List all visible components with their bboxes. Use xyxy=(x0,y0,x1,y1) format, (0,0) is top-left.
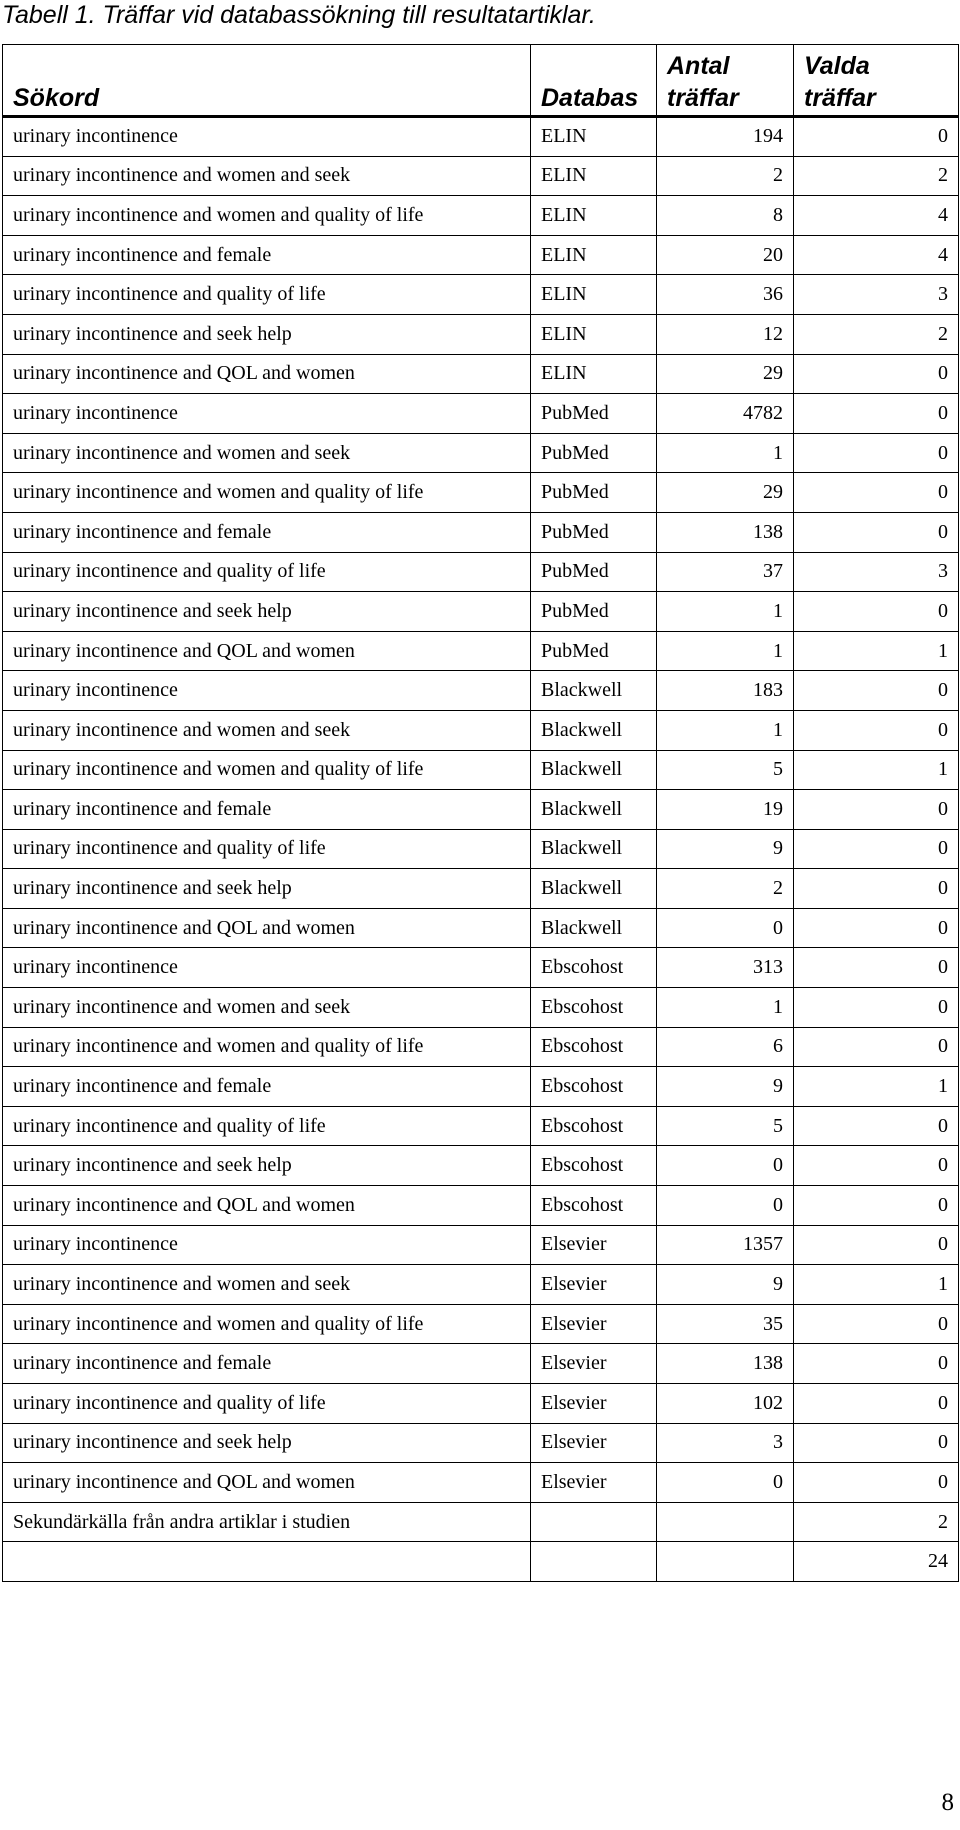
cell-valda-traffar: 0 xyxy=(794,671,959,711)
cell-antal-traffar: 1357 xyxy=(657,1225,794,1265)
cell-sokord: urinary incontinence and female xyxy=(3,1344,531,1384)
cell-antal-traffar: 36 xyxy=(657,275,794,315)
cell-antal-traffar: 20 xyxy=(657,235,794,275)
cell-databas: ELIN xyxy=(531,314,657,354)
cell-databas: ELIN xyxy=(531,235,657,275)
table-row xyxy=(3,314,959,354)
cell-databas: Elsevier xyxy=(531,1384,657,1424)
cell-databas: Elsevier xyxy=(531,1423,657,1463)
cell-sokord: urinary incontinence and women and seek xyxy=(3,1265,531,1305)
cell-antal-traffar: 3 xyxy=(657,1423,794,1463)
cell-valda-traffar: 2 xyxy=(794,1502,959,1542)
cell-valda-traffar: 0 xyxy=(794,1384,959,1424)
cell-valda-traffar: 0 xyxy=(794,948,959,988)
header-databas xyxy=(531,45,657,117)
table-row xyxy=(3,156,959,196)
cell-valda-traffar: 0 xyxy=(794,908,959,948)
cell-databas: PubMed xyxy=(531,631,657,671)
table-row xyxy=(3,908,959,948)
cell-databas: ELIN xyxy=(531,156,657,196)
cell-databas: Elsevier xyxy=(531,1463,657,1503)
cell-valda-traffar: 0 xyxy=(794,1423,959,1463)
table-row xyxy=(3,1384,959,1424)
cell-databas xyxy=(531,1542,657,1582)
cell-antal-traffar xyxy=(657,1542,794,1582)
cell-valda-traffar: 0 xyxy=(794,433,959,473)
table-row xyxy=(3,117,959,157)
cell-antal-traffar: 35 xyxy=(657,1304,794,1344)
cell-databas: Elsevier xyxy=(531,1225,657,1265)
cell-antal-traffar: 2 xyxy=(657,156,794,196)
cell-databas: Ebscohost xyxy=(531,1186,657,1226)
table-row xyxy=(3,1304,959,1344)
cell-databas: Elsevier xyxy=(531,1304,657,1344)
cell-sokord: urinary incontinence and female xyxy=(3,790,531,830)
cell-valda-traffar: 1 xyxy=(794,1265,959,1305)
table-row xyxy=(3,1146,959,1186)
cell-antal-traffar: 1 xyxy=(657,631,794,671)
cell-valda-traffar: 0 xyxy=(794,592,959,632)
cell-valda-traffar: 1 xyxy=(794,750,959,790)
cell-databas: Ebscohost xyxy=(531,948,657,988)
cell-antal-traffar: 37 xyxy=(657,552,794,592)
cell-sokord: urinary incontinence and women and seek xyxy=(3,156,531,196)
header-antal-line2: träffar xyxy=(667,84,739,112)
table-caption: Tabell 1. Träffar vid databassökning till resultatartiklar. xyxy=(2,1,596,29)
header-valda-line2: träffar xyxy=(804,84,876,112)
cell-antal-traffar: 29 xyxy=(657,473,794,513)
cell-sokord: urinary incontinence xyxy=(3,671,531,711)
cell-sokord: urinary incontinence xyxy=(3,948,531,988)
header-valda-line1: Valda xyxy=(804,52,870,80)
table-row xyxy=(3,1423,959,1463)
table-row xyxy=(3,592,959,632)
cell-sokord: urinary incontinence xyxy=(3,117,531,157)
cell-sokord: urinary incontinence and QOL and women xyxy=(3,908,531,948)
cell-antal-traffar: 19 xyxy=(657,790,794,830)
cell-valda-traffar: 0 xyxy=(794,1225,959,1265)
cell-databas: Ebscohost xyxy=(531,1146,657,1186)
cell-antal-traffar: 1 xyxy=(657,710,794,750)
cell-databas: PubMed xyxy=(531,473,657,513)
cell-databas: PubMed xyxy=(531,394,657,434)
table-row xyxy=(3,710,959,750)
table-row xyxy=(3,473,959,513)
header-sokord-label: Sökord xyxy=(13,84,100,112)
cell-antal-traffar: 9 xyxy=(657,1265,794,1305)
cell-sokord: urinary incontinence and women and quality of life xyxy=(3,1304,531,1344)
cell-databas: ELIN xyxy=(531,117,657,157)
table-row xyxy=(3,829,959,869)
cell-sokord: urinary incontinence and female xyxy=(3,512,531,552)
cell-databas: Elsevier xyxy=(531,1265,657,1305)
cell-antal-traffar: 313 xyxy=(657,948,794,988)
cell-databas: Blackwell xyxy=(531,671,657,711)
cell-antal-traffar: 5 xyxy=(657,750,794,790)
cell-valda-traffar: 4 xyxy=(794,235,959,275)
table-row xyxy=(3,1265,959,1305)
cell-valda-traffar: 0 xyxy=(794,117,959,157)
cell-valda-traffar: 0 xyxy=(794,1146,959,1186)
cell-antal-traffar: 183 xyxy=(657,671,794,711)
cell-sokord: urinary incontinence and seek help xyxy=(3,869,531,909)
cell-antal-traffar: 12 xyxy=(657,314,794,354)
table-row xyxy=(3,512,959,552)
cell-antal-traffar: 1 xyxy=(657,433,794,473)
cell-valda-traffar: 3 xyxy=(794,275,959,315)
page-number: 8 xyxy=(941,1789,954,1816)
cell-valda-traffar: 1 xyxy=(794,631,959,671)
cell-databas: Blackwell xyxy=(531,790,657,830)
table-row xyxy=(3,1186,959,1226)
cell-valda-traffar: 0 xyxy=(794,988,959,1028)
cell-valda-traffar: 4 xyxy=(794,196,959,236)
cell-valda-traffar: 0 xyxy=(794,1344,959,1384)
cell-antal-traffar: 102 xyxy=(657,1384,794,1424)
header-valda-traffar xyxy=(794,45,959,117)
table-row xyxy=(3,631,959,671)
cell-sokord: urinary incontinence and seek help xyxy=(3,1423,531,1463)
cell-sokord: urinary incontinence and quality of life xyxy=(3,552,531,592)
cell-valda-traffar: 0 xyxy=(794,829,959,869)
cell-databas: PubMed xyxy=(531,512,657,552)
cell-sokord: urinary incontinence and seek help xyxy=(3,592,531,632)
cell-antal-traffar: 9 xyxy=(657,829,794,869)
table-header-row xyxy=(3,45,959,117)
cell-databas: Ebscohost xyxy=(531,988,657,1028)
table-row xyxy=(3,1542,959,1582)
table-row xyxy=(3,394,959,434)
cell-sokord: Sekundärkälla från andra artiklar i studien xyxy=(3,1502,531,1542)
cell-valda-traffar: 0 xyxy=(794,1463,959,1503)
cell-sokord: urinary incontinence and female xyxy=(3,1067,531,1107)
cell-sokord: urinary incontinence and quality of life xyxy=(3,1106,531,1146)
cell-valda-traffar: 0 xyxy=(794,473,959,513)
cell-sokord: urinary incontinence and QOL and women xyxy=(3,354,531,394)
cell-databas: PubMed xyxy=(531,433,657,473)
cell-databas: Ebscohost xyxy=(531,1027,657,1067)
cell-sokord: urinary incontinence and female xyxy=(3,235,531,275)
table-row xyxy=(3,354,959,394)
table-row xyxy=(3,671,959,711)
cell-sokord: urinary incontinence and seek help xyxy=(3,314,531,354)
cell-sokord: urinary incontinence and QOL and women xyxy=(3,1463,531,1503)
cell-sokord: urinary incontinence and QOL and women xyxy=(3,631,531,671)
cell-databas: Ebscohost xyxy=(531,1067,657,1107)
cell-antal-traffar: 5 xyxy=(657,1106,794,1146)
cell-databas: Blackwell xyxy=(531,869,657,909)
cell-sokord: urinary incontinence and seek help xyxy=(3,1146,531,1186)
cell-sokord: urinary incontinence and quality of life xyxy=(3,829,531,869)
cell-antal-traffar: 194 xyxy=(657,117,794,157)
cell-antal-traffar: 4782 xyxy=(657,394,794,434)
table-row xyxy=(3,433,959,473)
table-row xyxy=(3,948,959,988)
cell-sokord: urinary incontinence and women and quality of life xyxy=(3,1027,531,1067)
table-row xyxy=(3,552,959,592)
cell-sokord: urinary incontinence xyxy=(3,1225,531,1265)
cell-valda-traffar: 0 xyxy=(794,710,959,750)
cell-databas: Ebscohost xyxy=(531,1106,657,1146)
cell-antal-traffar: 1 xyxy=(657,592,794,632)
cell-sokord: urinary incontinence and women and seek xyxy=(3,988,531,1028)
cell-sokord: urinary incontinence and women and quality of life xyxy=(3,750,531,790)
header-antal-line1: Antal xyxy=(667,52,730,80)
cell-valda-traffar: 0 xyxy=(794,1186,959,1226)
table-row xyxy=(3,196,959,236)
cell-sokord: urinary incontinence and women and quality of life xyxy=(3,196,531,236)
cell-sokord: urinary incontinence and women and seek xyxy=(3,433,531,473)
cell-databas: Blackwell xyxy=(531,908,657,948)
header-databas-label: Databas xyxy=(541,84,639,112)
cell-sokord: urinary incontinence and women and quality of life xyxy=(3,473,531,513)
cell-valda-traffar: 2 xyxy=(794,156,959,196)
cell-antal-traffar: 138 xyxy=(657,512,794,552)
header-antal-traffar xyxy=(657,45,794,117)
cell-sokord: urinary incontinence and QOL and women xyxy=(3,1186,531,1226)
cell-sokord: urinary incontinence xyxy=(3,394,531,434)
cell-antal-traffar: 8 xyxy=(657,196,794,236)
table-row xyxy=(3,869,959,909)
search-results-table xyxy=(2,44,959,1582)
cell-valda-traffar: 3 xyxy=(794,552,959,592)
table-row xyxy=(3,750,959,790)
table-row xyxy=(3,790,959,830)
cell-antal-traffar: 0 xyxy=(657,1146,794,1186)
table-row xyxy=(3,1344,959,1384)
cell-sokord: urinary incontinence and women and seek xyxy=(3,710,531,750)
cell-valda-traffar: 0 xyxy=(794,354,959,394)
cell-antal-traffar: 1 xyxy=(657,988,794,1028)
cell-antal-traffar: 0 xyxy=(657,908,794,948)
cell-valda-traffar: 0 xyxy=(794,512,959,552)
cell-valda-traffar: 0 xyxy=(794,1106,959,1146)
cell-valda-traffar: 0 xyxy=(794,1027,959,1067)
table-row xyxy=(3,1502,959,1542)
table-row xyxy=(3,235,959,275)
cell-databas xyxy=(531,1502,657,1542)
cell-antal-traffar: 138 xyxy=(657,1344,794,1384)
cell-antal-traffar: 9 xyxy=(657,1067,794,1107)
cell-valda-traffar: 0 xyxy=(794,394,959,434)
header-sokord xyxy=(3,45,531,117)
cell-databas: PubMed xyxy=(531,552,657,592)
cell-valda-traffar: 1 xyxy=(794,1067,959,1107)
cell-databas: PubMed xyxy=(531,592,657,632)
cell-databas: Elsevier xyxy=(531,1344,657,1384)
cell-valda-traffar: 24 xyxy=(794,1542,959,1582)
cell-valda-traffar: 0 xyxy=(794,790,959,830)
cell-valda-traffar: 2 xyxy=(794,314,959,354)
cell-databas: ELIN xyxy=(531,354,657,394)
table-row xyxy=(3,1067,959,1107)
cell-databas: Blackwell xyxy=(531,750,657,790)
table-body xyxy=(3,117,959,1582)
table-row xyxy=(3,1027,959,1067)
table-row xyxy=(3,1106,959,1146)
cell-valda-traffar: 0 xyxy=(794,1304,959,1344)
cell-databas: ELIN xyxy=(531,275,657,315)
table-row xyxy=(3,988,959,1028)
cell-antal-traffar: 29 xyxy=(657,354,794,394)
cell-antal-traffar: 0 xyxy=(657,1186,794,1226)
cell-valda-traffar: 0 xyxy=(794,869,959,909)
cell-antal-traffar: 0 xyxy=(657,1463,794,1503)
cell-databas: Blackwell xyxy=(531,710,657,750)
cell-sokord xyxy=(3,1542,531,1582)
cell-antal-traffar xyxy=(657,1502,794,1542)
table-row xyxy=(3,1225,959,1265)
cell-sokord: urinary incontinence and quality of life xyxy=(3,275,531,315)
cell-antal-traffar: 2 xyxy=(657,869,794,909)
cell-sokord: urinary incontinence and quality of life xyxy=(3,1384,531,1424)
cell-databas: ELIN xyxy=(531,196,657,236)
cell-antal-traffar: 6 xyxy=(657,1027,794,1067)
table-row xyxy=(3,275,959,315)
table-row xyxy=(3,1463,959,1503)
cell-databas: Blackwell xyxy=(531,829,657,869)
